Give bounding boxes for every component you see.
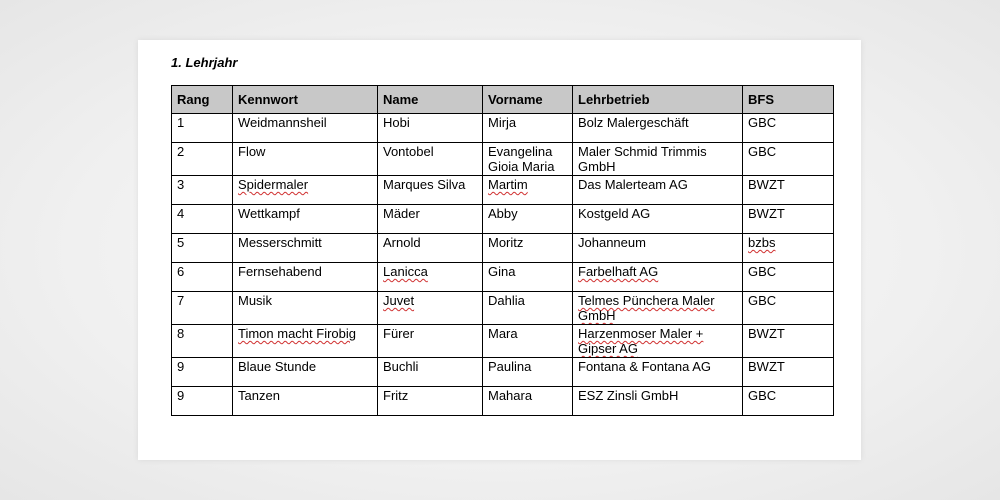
spellcheck-word: Juvet: [383, 293, 415, 308]
table-row: [172, 176, 834, 205]
cell-lehrbetrieb: [573, 292, 743, 325]
cell-rang: 9: [172, 358, 233, 387]
cell-vorname: Abby: [483, 205, 573, 234]
cell-name: Marques Silva: [378, 176, 483, 205]
table-row: [172, 143, 834, 176]
cell-rang: 5: [172, 234, 233, 263]
cell-vorname: Evangelina Gioia Maria: [483, 143, 573, 176]
cell-bfs: BWZT: [743, 176, 834, 205]
cell-bfs: BWZT: [743, 325, 834, 358]
cell-name: Buchli: [378, 358, 483, 387]
spellcheck-word: bzbs: [748, 235, 776, 250]
table-header-row: [172, 86, 834, 114]
cell-lehrbetrieb: Bolz Malergeschäft: [573, 114, 743, 143]
cell-name: [378, 292, 483, 325]
header-vorname: Vorname: [483, 86, 573, 114]
section-heading: 1. Lehrjahr: [171, 55, 238, 70]
cell-kennwort: Weidmannsheil: [233, 114, 378, 143]
cell-name: Fritz: [378, 387, 483, 416]
document-page: [138, 40, 861, 460]
cell-lehrbetrieb: Maler Schmid Trimmis GmbH: [573, 143, 743, 176]
cell-rang: 7: [172, 292, 233, 325]
cell-bfs: GBC: [743, 114, 834, 143]
ranking-table: [171, 85, 834, 416]
table-row: [172, 358, 834, 387]
cell-name: Hobi: [378, 114, 483, 143]
cell-vorname: Gina: [483, 263, 573, 292]
spellcheck-word: Telmes Pünchera Maler GmbH: [578, 293, 715, 323]
cell-lehrbetrieb: Das Malerteam AG: [573, 176, 743, 205]
cell-kennwort: Musik: [233, 292, 378, 325]
table-row: [172, 114, 834, 143]
cell-name: Fürer: [378, 325, 483, 358]
cell-lehrbetrieb: Kostgeld AG: [573, 205, 743, 234]
cell-bfs: [743, 234, 834, 263]
table-row: [172, 292, 834, 325]
cell-lehrbetrieb: [573, 263, 743, 292]
cell-rang: 8: [172, 325, 233, 358]
cell-rang: 3: [172, 176, 233, 205]
cell-bfs: GBC: [743, 263, 834, 292]
table-row: [172, 263, 834, 292]
cell-bfs: GBC: [743, 143, 834, 176]
cell-lehrbetrieb: Fontana & Fontana AG: [573, 358, 743, 387]
cell-lehrbetrieb: Johanneum: [573, 234, 743, 263]
cell-name: Arnold: [378, 234, 483, 263]
cell-vorname: Mahara: [483, 387, 573, 416]
cell-rang: 9: [172, 387, 233, 416]
header-name: Name: [378, 86, 483, 114]
table-row: [172, 234, 834, 263]
cell-lehrbetrieb: ESZ Zinsli GmbH: [573, 387, 743, 416]
cell-kennwort: Flow: [233, 143, 378, 176]
cell-bfs: BWZT: [743, 205, 834, 234]
cell-kennwort: Tanzen: [233, 387, 378, 416]
cell-rang: 6: [172, 263, 233, 292]
table-row: [172, 325, 834, 358]
cell-name: Mäder: [378, 205, 483, 234]
spellcheck-word: Farbelhaft AG: [578, 264, 659, 279]
table-row: [172, 387, 834, 416]
cell-bfs: GBC: [743, 292, 834, 325]
cell-rang: 2: [172, 143, 233, 176]
cell-lehrbetrieb: [573, 325, 743, 358]
spellcheck-word: Martim: [488, 177, 528, 192]
header-bfs: BFS: [743, 86, 834, 114]
cell-vorname: [483, 176, 573, 205]
header-lehrbetrieb: Lehrbetrieb: [573, 86, 743, 114]
cell-bfs: BWZT: [743, 358, 834, 387]
cell-kennwort: [233, 325, 378, 358]
spellcheck-word: Spidermaler: [238, 177, 309, 192]
cell-kennwort: Messerschmitt: [233, 234, 378, 263]
cell-vorname: Dahlia: [483, 292, 573, 325]
cell-rang: 4: [172, 205, 233, 234]
table-row: [172, 205, 834, 234]
spellcheck-word: Lanicca: [383, 264, 428, 279]
cell-vorname: Mara: [483, 325, 573, 358]
cell-bfs: GBC: [743, 387, 834, 416]
cell-kennwort: Fernsehabend: [233, 263, 378, 292]
header-kennwort: Kennwort: [233, 86, 378, 114]
header-rang: Rang: [172, 86, 233, 114]
spellcheck-word: Timon macht Firobig: [238, 326, 356, 341]
cell-vorname: Mirja: [483, 114, 573, 143]
cell-vorname: Paulina: [483, 358, 573, 387]
cell-rang: 1: [172, 114, 233, 143]
cell-name: [378, 263, 483, 292]
cell-vorname: Moritz: [483, 234, 573, 263]
cell-name: Vontobel: [378, 143, 483, 176]
spellcheck-word: Harzenmoser Maler + Gipser AG: [578, 326, 704, 356]
cell-kennwort: [233, 176, 378, 205]
cell-kennwort: Blaue Stunde: [233, 358, 378, 387]
cell-kennwort: Wettkampf: [233, 205, 378, 234]
